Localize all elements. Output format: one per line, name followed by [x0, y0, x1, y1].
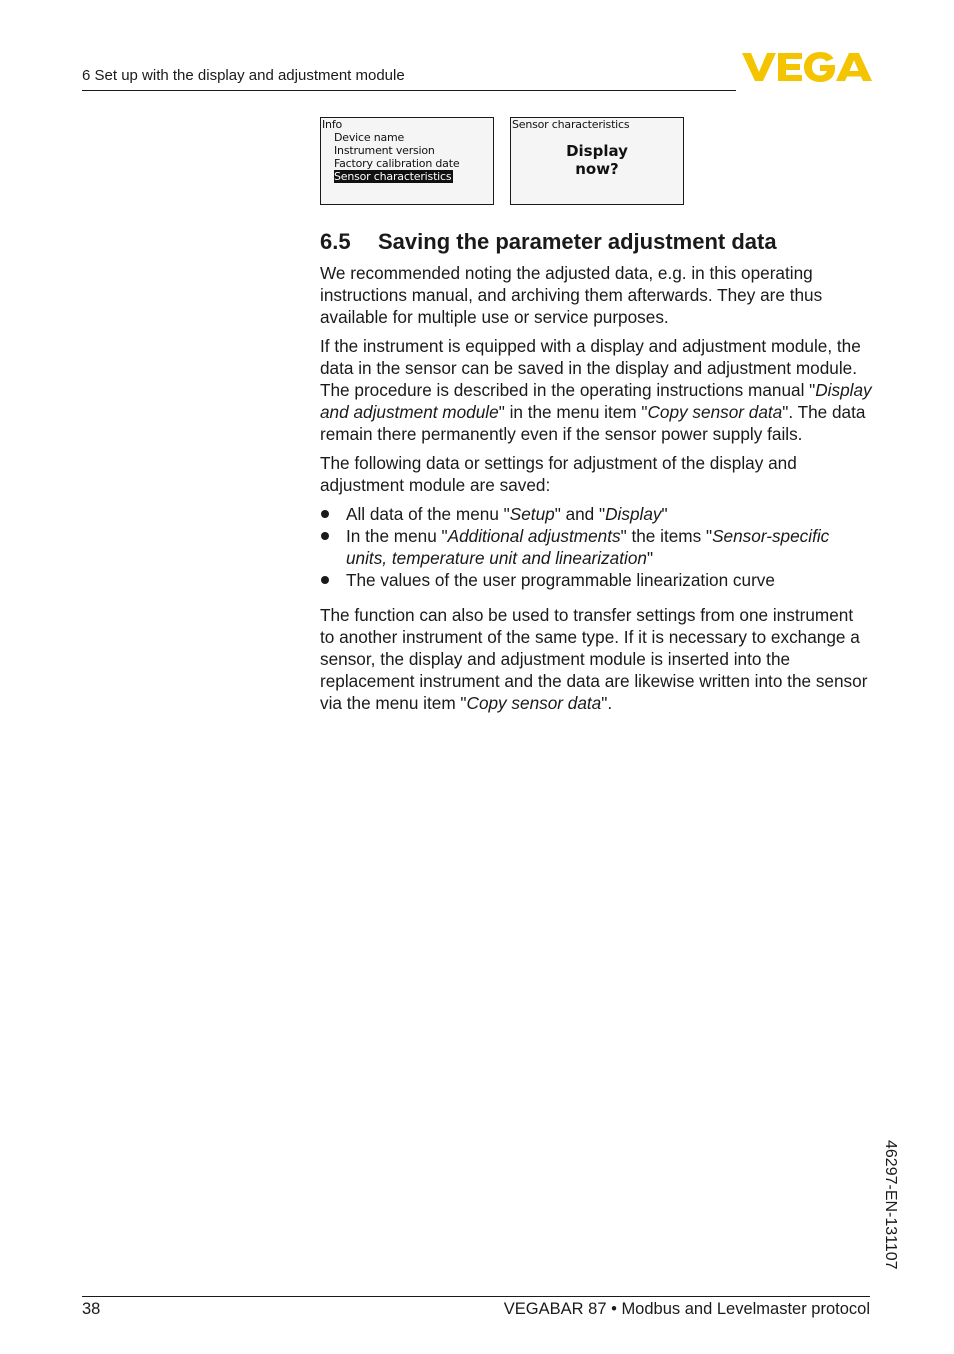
- section-heading: [320, 229, 777, 255]
- lcd-prompt-line1: Display: [566, 142, 628, 160]
- lcd-screen-title: Sensor characteristics: [512, 118, 630, 131]
- chapter-heading: 6 Set up with the display and adjustment module: [82, 67, 405, 84]
- paragraph-recommendation: We recommended noting the adjusted data, e.g. in this operating instructions manual, and archiving them afterwards. They are thus available for multiple use or service purposes.: [320, 263, 823, 327]
- page-number: 38: [82, 1300, 101, 1318]
- bullet-icon: [321, 510, 329, 518]
- list-item: The values of the user programmable linearization curve: [320, 569, 872, 591]
- lcd-menu-item-selected: Sensor characteristics: [334, 170, 452, 183]
- section-title: Saving the parameter adjustment data: [378, 229, 777, 254]
- lcd-menu-item: Device name: [334, 131, 405, 144]
- footer-divider: [82, 1296, 870, 1297]
- list-item: In the menu "Additional adjustments" the items "Sensor-specific units, temperature unit and linearization": [320, 525, 872, 569]
- lcd-info-menu: [320, 117, 494, 205]
- paragraph-display-module: If the instrument is equipped with a display and adjustment module, the data in the sensor can be saved in the display and adjustment module. The procedure is described in the operating instructions manual "Display and adjustment module" in the menu item "Copy sensor data". The data remain there permanently even if the sensor power supply fails.: [320, 336, 872, 444]
- vega-logo: [742, 52, 872, 82]
- lcd-sensor-characteristics: [510, 117, 684, 205]
- saved-data-list: [320, 503, 872, 591]
- list-item: All data of the menu "Setup" and "Display": [320, 503, 872, 525]
- bullet-icon: [321, 532, 329, 540]
- bullet-icon: [321, 576, 329, 584]
- paragraph-saved-data-intro: The following data or settings for adjustment of the display and adjustment module are saved:: [320, 453, 797, 495]
- lcd-prompt-line2: now?: [575, 160, 619, 178]
- lcd-menu-item: Factory calibration date: [334, 157, 460, 170]
- header-divider: [82, 90, 736, 91]
- section-number: 6.5: [320, 229, 351, 254]
- footer-product-title: VEGABAR 87 • Modbus and Levelmaster protocol: [503, 1300, 870, 1318]
- paragraph-transfer-settings: The function can also be used to transfer settings from one instrument to another instrument of the same type. If it is necessary to exchange a sensor, the display and adjustment module is inserted into the replacement instrument and the data are likewise written into the sensor via the menu item "Copy sensor data".: [320, 605, 868, 713]
- lcd-menu-title: Info: [322, 118, 343, 131]
- section-body: [320, 262, 872, 721]
- lcd-menu-item: Instrument version: [334, 144, 435, 157]
- document-number: 46297-EN-131107: [882, 1140, 899, 1270]
